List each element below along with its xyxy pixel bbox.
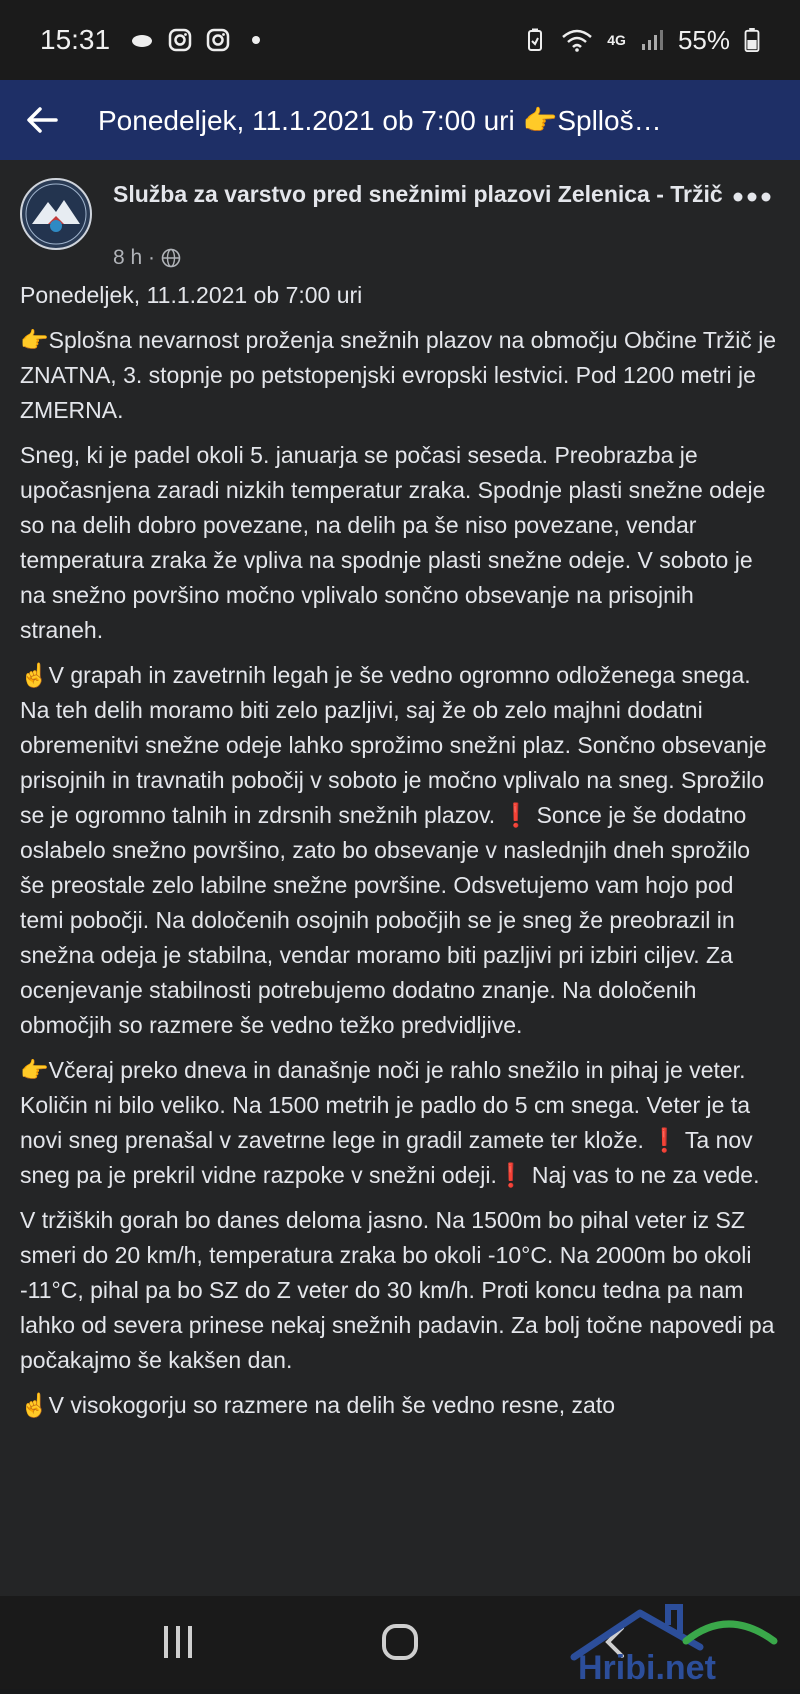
network-type: 4G xyxy=(607,32,626,48)
status-notification-icons xyxy=(130,28,268,52)
post-meta xyxy=(113,246,181,270)
avatar-mountain-icon xyxy=(22,180,90,248)
post-time: 8 h · xyxy=(113,246,156,269)
top-app-bar xyxy=(0,80,800,160)
recent-apps-icon[interactable] xyxy=(160,1622,196,1662)
hribi-logo xyxy=(568,1595,786,1689)
battery-saver-icon xyxy=(523,28,547,52)
status-bar xyxy=(0,0,800,80)
status-time: 15:31 xyxy=(40,24,111,55)
wifi-icon xyxy=(561,28,593,52)
watermark-text: Hribi.net xyxy=(578,1649,716,1687)
more-options-icon[interactable] xyxy=(732,190,772,204)
post-paragraph: V tržiških gorah bo danes deloma jasno. Na 1500m bo pihal veter iz SZ smeri do 20 km/h, temperatura zraka bo okoli -10°C. Na 2000m bo okoli -11°C, pihal pa bo SZ do Z veter do 30 km/h. Proti koncu tedna pa nam lahko od severa prinese nekaj snežnih padavin. Za bolj točne napovedi pa počakajmo še kakšen dan. xyxy=(20,1207,775,1373)
avatar[interactable] xyxy=(20,178,92,250)
post-author[interactable]: Služba za varstvo pred snežnimi plazovi Zelenica - Tržič xyxy=(113,181,723,207)
page-title: Ponedeljek, 11.1.2021 ob 7:00 uri 👉Splloš… xyxy=(98,104,662,136)
hribi-watermark xyxy=(568,1595,786,1689)
instagram-icon xyxy=(168,28,192,52)
globe-icon xyxy=(161,248,181,268)
post-card xyxy=(0,160,800,1596)
post-paragraph: Sneg, ki je padel okoli 5. januarja se počasi seseda. Preobrazba je upočasnjena zaradi nizkih temperatur zraka. Spodnje plasti snežne odeje so na delih dobro povezane, na delih pa še niso povezane, vendar temperatura zraka že vpliva na spodnje plasti snežne odeje. V soboto je na snežno površino močno vplivalo sončno obsevanje na prisojnih straneh. xyxy=(20,442,766,643)
post-paragraph: 👉Splošna nevarnost proženja snežnih plazov na območju Občine Tržič je ZNATNA, 3. stopnje po petstopenjski evropski lestvici. Pod 1200 metri je ZMERNA. xyxy=(20,327,777,423)
back-arrow-icon[interactable] xyxy=(22,100,62,140)
post-paragraph: ☝️V grapah in zavetrnih legah je še vedno ogromno odloženega snega. Na teh delih moramo biti zelo pazljivi, saj že ob zelo majhni dodatni obremenitvi snežne odeje lahko sprožimo snežni plaz. Sončno obsevanje prisojnih in travnatih pobočij v soboto je močno vplivalo na sneg. Sprožilo se je ogromno talnih in zdrsnih snežnih plazov. ❗ Sonce je še dodatno oslabelo snežno površino, zato bo obsevanje v naslednjih dneh sprožilo še preostale zelo labilne snežne površine. Odsvetujemo vam hojo pod temi pobočji. Na določenih osojnih pobočjih se je sneg že preobrazil in snežna odeja je stabilna, vendar moramo biti pazljivi pri izbiri ciljev. Za ocenjevanje stabilnosti potrebujemo dodatno znanje. Na določenih območjih so razmere še vedno težko predvidljive. xyxy=(20,662,767,1038)
instagram-icon xyxy=(206,28,230,52)
post-body xyxy=(20,278,780,1423)
cloud-icon xyxy=(130,28,154,52)
signal-icon xyxy=(640,28,664,52)
post-header xyxy=(20,160,780,278)
dot-icon xyxy=(244,28,268,52)
post-paragraph: Ponedeljek, 11.1.2021 ob 7:00 uri xyxy=(20,282,363,308)
status-right xyxy=(523,25,760,56)
home-icon[interactable] xyxy=(380,1622,420,1662)
post-paragraph: ☝️V visokogorju so razmere na delih še vedno resne, zato xyxy=(20,1392,616,1418)
battery-icon xyxy=(744,28,760,52)
battery-percent: 55% xyxy=(677,24,730,55)
post-paragraph: 👉Včeraj preko dneva in današnje noči je rahlo snežilo in pihaj je veter. Količin ni bilo veliko. Na 1500 metrih je padlo do 5 cm snega. Veter je ta novi sneg prenašal v zavetrne lege in gradil zamete ter klože. ❗ Ta nov sneg pa je prekril vidne razpoke v snežni odeji.❗ Naj vas to ne za vede. xyxy=(20,1057,760,1188)
